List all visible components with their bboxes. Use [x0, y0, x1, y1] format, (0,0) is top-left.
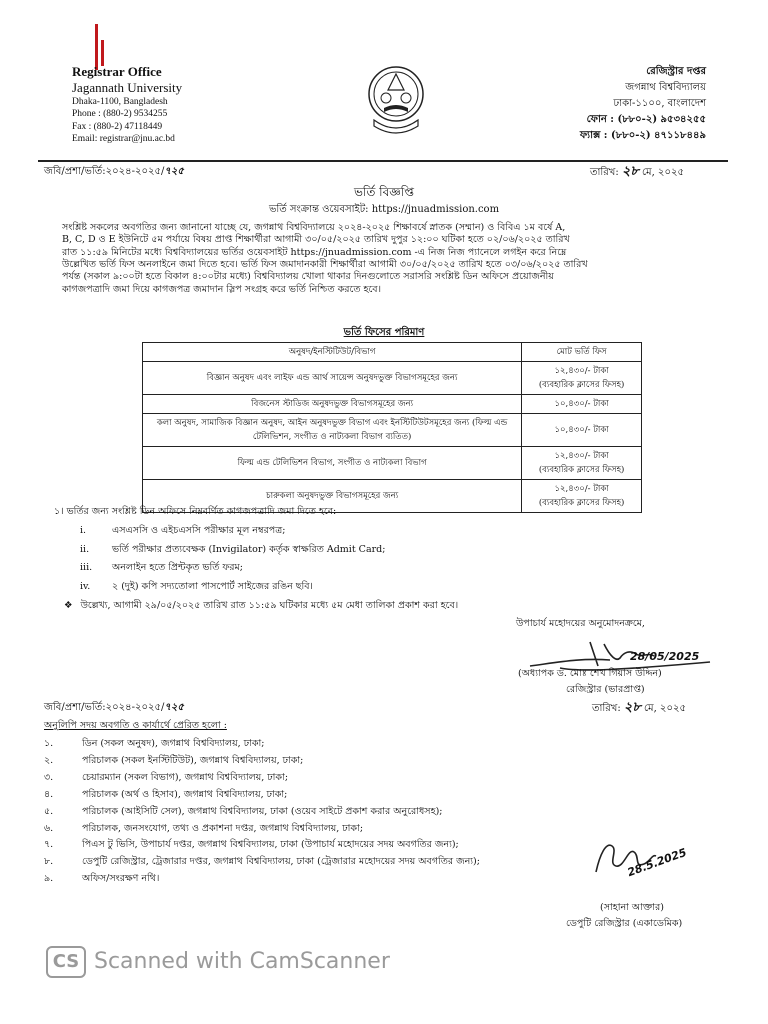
copy-ref: জবি/প্রশা/ভর্তি:২০২৪-২০২৫/৭২৫ [44, 702, 184, 713]
body-line: সংশ্লিষ্ট সকলের অবগতির জন্য জানানো যাচ্ছে যে, জগন্নাথ বিশ্ববিদ্যালয়ে ২০২৪-২০২৫ শিক্ষাবর্ষে স্নাতক (সম্মান) ও বিবিএ ১ম বর্ষে A, [62, 222, 566, 233]
fee-heading: ভর্তি ফিসের পরিমাণ [343, 327, 425, 338]
diamond-bullet-icon: ❖ [64, 600, 73, 611]
table-row [143, 395, 642, 414]
copy-heading: অনুলিপি সদয় অবগতি ও কার্যার্থে প্রেরিত হলো : [44, 720, 227, 731]
body-line: উল্লেখিত ভর্তি ফিস অনলাইনে জমা দিতে হবে। ভর্তি ফিস জমাদানকারী শিক্ষার্থীরা আগামী ৩০/০৫/২০২৫ তারিখ হতে ০৩/০৬/২০২৫ তারিখ [62, 259, 588, 271]
list-item: ৮. ডেপুটি রেজিস্ট্রার, ট্রেজারার দপ্তর, জগন্নাথ বিশ্ববিদ্যালয়, ঢাকা (ট্রেজারার মহোদয়ের সদয় অবগতির জন্য); [44, 856, 480, 868]
copy-date: তারিখ: ২৮ মে, ২০২৫ [592, 700, 686, 715]
table-header-cell: অনুষদ/ইনস্টিটিউট/বিভাগ [143, 343, 522, 362]
publication-note: ❖ উল্লেখ্য, আগামী ২৯/০৫/২০২৫ তারিখ রাত ১১:৫৯ ঘটিকার মধ্যে ৫ম মেধা তালিকা প্রকাশ করা হবে। [64, 600, 459, 611]
table-row [143, 447, 642, 480]
fax-en: Fax : (880-2) 47118449 [72, 121, 163, 132]
table-cell-fee: ১২,৪৩০/- টাকা (ব্যবহারিক ক্লাসের ফিসহ) [522, 447, 642, 480]
address-en: Dhaka-1100, Bangladesh [72, 97, 168, 107]
table-cell-dept: ফিল্ম এন্ড টেলিভিশন বিভাগ, সংগীত ও নাট্যকলা বিভাগ [143, 447, 522, 480]
list-item: ২. পরিচালক (সকল ইনস্টিটিউট), জগন্নাথ বিশ্ববিদ্যালয়, ঢাকা; [44, 754, 304, 766]
list-item: ৯. অফিস/সংরক্ষণ নথি। [44, 873, 160, 885]
office-name-bn: রেজিস্ট্রার দপ্তর [646, 66, 706, 77]
list-item: i. এসএসসি ও এইচএসসি পরীক্ষার মূল নম্বরপত্র; [80, 525, 286, 536]
table-header-cell: মোট ভর্তি ফিস [522, 343, 642, 362]
table-cell-fee: ১০,৪৩০/- টাকা [522, 395, 642, 414]
list-item: iv. ২ (দুই) কপি সদ্যতোলা পাসপোর্ট সাইজের রঙিন ছবি। [80, 580, 313, 592]
watermark-text: Scanned with CamScanner [94, 949, 390, 974]
table-cell-fee: ১২,৪৩০/- টাকা (ব্যবহারিক ক্লাসের ফিসহ) [522, 480, 642, 513]
table-cell-fee: ১২,৪৩০/- টাকা (ব্যবহারিক ক্লাসের ফিসহ) [522, 362, 642, 395]
list-item: ৩. চেয়ারম্যান (সকল বিভাগ), জগন্নাথ বিশ্ববিদ্যালয়, ঢাকা; [44, 771, 289, 783]
body-line: B, C, D ও E ইউনিটে ৫ম পর্যায়ে বিষয় প্রাপ্ত শিক্ষার্থীরা আগামী ৩০/০৫/২০২৫ তারিখ দুপুর ১২:০০ ঘটিকা হতে ০২/০৬/২০২৫ তারিখ [62, 234, 570, 246]
list-item: ৫. পরিচালক (আইসিটি সেল), জগন্নাথ বিশ্ববিদ্যালয়, ঢাকা (ওয়েব সাইটে প্রকাশ করার অনুরোধসহ); [44, 805, 443, 817]
phone-bn: ফোন : (৮৮০-২) ৯৫৩৪২৫৫ [586, 114, 706, 125]
documents-heading: ১। ভর্তির জন্য সংশ্লিষ্ট ডিন অফিসে নিম্নবর্ণিত কাগজপত্রাদি জমা দিতে হবে: [54, 506, 337, 517]
list-item: ii. ভর্তি পরীক্ষার প্রত্যবেক্ষক (Invigilator) কর্তৃক স্বাক্ষরিত Admit Card; [80, 543, 386, 555]
list-item: ৪. পরিচালক (অর্থ ও হিসাব), জগন্নাথ বিশ্ববিদ্যালয়, ঢাকা; [44, 788, 288, 800]
signature-date: 28/05/2025 [630, 650, 700, 663]
memo-date: তারিখ: ২৮ মে, ২০২৫ [590, 164, 684, 179]
list-item: ৭. পিএস টু ভিসি, উপাচার্য দপ্তর, জগন্নাথ বিশ্ববিদ্যালয়, ঢাকা (উপাচার্য মহোদয়ের সদয় অবগতির জন্য); [44, 839, 459, 851]
table-row [143, 414, 642, 447]
deputy-registrar-name: (সাহানা আক্তার) [600, 902, 664, 913]
table-header-row [143, 343, 642, 362]
header-left [72, 64, 182, 145]
table-cell-dept: কলা অনুষদ, সামাজিক বিজ্ঞান অনুষদ, আইন অনুষদভুক্ত বিভাগ এবং ইনস্টিটিউটসমূহের জন্য (ফিল্ম এন্ড টেলিভিশন, সংগীত ও নাট্যকলা বিভাগ ব্যতিত) [143, 414, 522, 447]
table-cell-fee: ১০,৪৩০/- টাকা [522, 414, 642, 447]
table-cell-dept: বিজনেস স্টাডিজ অনুষদভুক্ত বিভাগসমূহের জন্য [143, 395, 522, 414]
header-divider [38, 160, 728, 162]
list-item: iii. অনলাইন হতে প্রিন্টকৃত ভর্তি ফরম; [80, 562, 243, 574]
signature-date: 28.5.2025 [625, 845, 689, 880]
camscanner-logo-icon: CS [46, 946, 86, 978]
header-right [580, 64, 706, 144]
website-line[interactable]: ভর্তি সংক্রান্ত ওয়েবসাইট: https://jnuadmission.com [268, 204, 500, 215]
deputy-registrar-title: ডেপুটি রেজিস্ট্রার (একাডেমিক) [566, 918, 683, 929]
office-name-en: Registrar Office [72, 64, 162, 79]
fax-bn: ফ্যাক্স : (৮৮০-২) ৪৭১১৮৪৪৯ [579, 130, 706, 141]
university-logo [364, 64, 428, 140]
phone-en: Phone : (880-2) 9534255 [72, 109, 168, 120]
registrar-title: রেজিস্ট্রার (ভারপ্রাপ্ত) [566, 684, 645, 695]
notice-body [62, 222, 732, 296]
red-pen-mark [101, 40, 104, 66]
body-line: রাত ১১:৫৯ মিনিটের মধ্যে বিশ্ববিদ্যালয়ের ভর্তির ওয়েবসাইট https://jnuadmission.com -এ নিজ নিজ প্যানেলে লগইন করে নিম্নে [62, 246, 567, 258]
body-line: পর্যন্ত (সকাল ৯:০০টা হতে বিকাল ৪:০০টার মধ্যে) বিশ্ববিদ্যালয় খোলা থাকার দিনগুলোতে সরাসরি সংশ্লিষ্ট ডিন অফিসে প্রয়োজনীয় [62, 271, 554, 283]
body-line: কাগজপত্রাদি জমা দিয়ে কাগজপত্র জমাদান স্লিপ সংগ্রহ করে ভর্তি নিশ্চিত করতে হবে। [62, 283, 381, 295]
copy-list [44, 736, 480, 888]
list-item: ১. ডিন (সকল অনুষদ), জগন্নাথ বিশ্ববিদ্যালয়, ঢাকা; [44, 738, 265, 749]
table-cell-dept: চারুকলা অনুষদভুক্ত বিভাগসমূহের জন্য [143, 480, 522, 513]
fee-table [142, 342, 642, 513]
documents-list [80, 522, 385, 596]
address-bn: ঢাকা-১১০০, বাংলাদেশ [613, 98, 706, 109]
university-name-bn: জগন্নাথ বিশ্ববিদ্যালয় [625, 82, 706, 93]
camscanner-watermark [46, 946, 390, 978]
list-item: ৬. পরিচালক, জনসংযোগ, তথ্য ও প্রকাশনা দপ্তর, জগন্নাথ বিশ্ববিদ্যালয়, ঢাকা; [44, 822, 364, 834]
email-en: Email: registrar@jnu.ac.bd [72, 134, 175, 145]
notice-title: ভর্তি বিজ্ঞপ্তি [353, 185, 415, 199]
registrar-name: (অধ্যাপক ড. মোঃ শেখ গিয়াস উদ্দিন) [518, 668, 662, 679]
table-cell-dept: বিজ্ঞান অনুষদ এবং লাইফ এন্ড আর্থ সায়েন্স অনুষদভুক্ত বিভাগসমূহের জন্য [143, 362, 522, 395]
table-row [143, 362, 642, 395]
university-name-en: Jagannath University [72, 80, 183, 95]
memo-ref: জবি/প্রশা/ভর্তি:২০২৪-২০২৫/৭২৫ [44, 166, 184, 177]
approval-line: উপাচার্য মহোদয়ের অনুমোদনক্রমে, [516, 618, 645, 629]
